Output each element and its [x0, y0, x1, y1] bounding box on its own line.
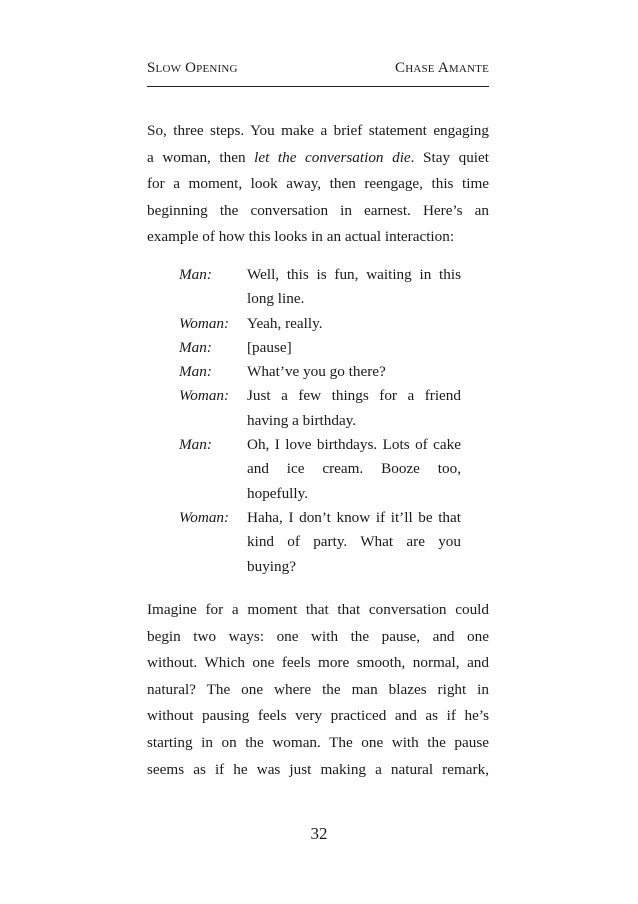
speaker-label: Man: — [179, 338, 212, 356]
dialogue-turn — [179, 312, 461, 336]
speech-line: buying? — [247, 557, 296, 575]
speech-text — [247, 336, 461, 360]
dialogue-turn — [179, 360, 461, 384]
speaker-label: Man: — [179, 266, 212, 283]
speech-line: Well, this is fun, waiting in this — [247, 266, 461, 283]
header-author: Chase Amante — [395, 60, 489, 76]
speech-text — [247, 506, 461, 579]
speech-line: and ice cream. Booze too, — [247, 460, 461, 478]
speaker-label: Woman: — [179, 314, 230, 332]
text-line: seems as if he was just making a natural remark, — [147, 760, 489, 778]
speaker-label: Man: — [179, 363, 212, 381]
speaker-label: Woman: — [179, 387, 230, 405]
header-rule — [147, 86, 489, 87]
speech-line: What’ve you go there? — [247, 363, 386, 381]
speech-line: long line. — [247, 290, 305, 308]
text-line: for a moment, look away, then reengage, this time — [147, 175, 489, 193]
speaker-label: Woman: — [179, 508, 230, 526]
dialogue-turn — [179, 384, 461, 433]
text-line: starting in on the woman. The one with the pause — [147, 733, 489, 751]
dialogue-block — [179, 263, 461, 579]
text-line: without pausing feels very practiced and as if he’s — [147, 707, 489, 725]
speech-text — [247, 312, 461, 336]
text-line: a woman, then let the conversation die. Stay quiet — [147, 148, 489, 166]
speech-line: Yeah, really. — [247, 314, 323, 332]
speaker-label: Man: — [179, 436, 212, 454]
speech-text — [247, 433, 461, 506]
running-header — [147, 60, 489, 84]
intro-paragraph — [147, 118, 489, 251]
speech-text — [247, 384, 461, 433]
dialogue-turn — [179, 433, 461, 506]
text-line: begin two ways: one with the pause, and one — [147, 627, 489, 645]
speech-line: having a birthday. — [247, 411, 357, 429]
closing-paragraph — [147, 597, 489, 783]
speech-line: hopefully. — [247, 484, 309, 502]
speech-line: Oh, I love birthdays. Lots of cake — [247, 436, 461, 454]
speech-line: [pause] — [247, 338, 292, 356]
emphasis-text: let the conversation die — [254, 148, 411, 166]
page-number: 32 — [310, 824, 328, 843]
text-line: without. Which one feels more smooth, normal, and — [147, 654, 489, 672]
dialogue-turn — [179, 336, 461, 360]
text-line: So, three steps. You make a brief statement engaging — [147, 122, 489, 139]
speech-text — [247, 263, 461, 312]
speech-line: Haha, I don’t know if it’ll be that — [247, 508, 461, 526]
header-chapter-title: Slow Opening — [147, 60, 238, 76]
dialogue-turn — [179, 506, 461, 579]
text-line: example of how this looks in an actual interaction: — [147, 228, 455, 246]
speech-line: kind of party. What are you — [247, 533, 461, 551]
speech-line: Just a few things for a friend — [247, 387, 461, 405]
text-line: beginning the conversation in earnest. Here’s an — [147, 201, 489, 219]
text-line: Imagine for a moment that that conversation could — [147, 601, 489, 618]
dialogue-turn — [179, 263, 461, 312]
text-line: natural? The one where the man blazes right in — [147, 680, 489, 698]
speech-text — [247, 360, 461, 384]
